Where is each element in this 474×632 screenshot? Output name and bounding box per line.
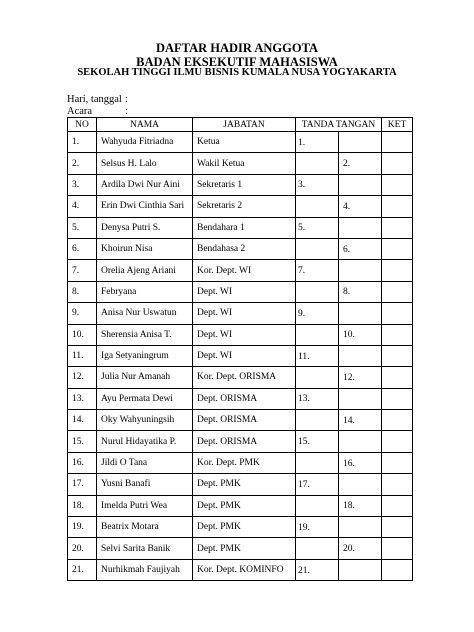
member-name: Nurhikmah Faujiyah (97, 559, 193, 580)
member-position: Dept. PMK (193, 474, 296, 495)
signature-number: 11. (298, 351, 310, 362)
remarks-cell[interactable] (382, 174, 413, 195)
remarks-cell[interactable] (382, 345, 413, 366)
column-header-tanda-tangan: TANDA TANGAN (296, 118, 382, 132)
table-row (68, 281, 413, 302)
signature-cell-right[interactable] (339, 303, 382, 324)
signature-cell-left[interactable] (296, 431, 339, 452)
table-row (68, 260, 413, 281)
member-name: Imelda Putri Wea (97, 495, 193, 516)
remarks-cell[interactable] (382, 217, 413, 238)
member-position: Dept. WI (193, 345, 296, 366)
member-position: Bendahasa 2 (193, 238, 296, 259)
row-number: 5. (68, 217, 97, 238)
signature-cell-right[interactable] (339, 132, 382, 153)
member-name: Anisa Nur Uswatun (97, 303, 193, 324)
table-row (68, 495, 413, 516)
table-row (68, 474, 413, 495)
member-position: Dept. WI (193, 324, 296, 345)
table-row (68, 431, 413, 452)
organization-name: BADAN EKSEKUTIF MAHASISWA (136, 55, 338, 69)
member-position: Wakil Ketua (193, 153, 296, 174)
row-number: 7. (68, 260, 97, 281)
row-number: 20. (68, 538, 97, 559)
table-row (68, 324, 413, 345)
signature-cell-left[interactable] (296, 174, 339, 195)
member-position: Dept. WI (193, 281, 296, 302)
row-number: 14. (68, 410, 97, 431)
table-row (68, 517, 413, 538)
member-name: Orelia Ajeng Ariani (97, 260, 193, 281)
signature-cell-right[interactable] (339, 495, 382, 516)
member-position: Sekretaris 1 (193, 174, 296, 195)
row-number: 11. (68, 345, 97, 366)
date-label: Hari, tanggal (67, 94, 122, 105)
document-title: DAFTAR HADIR ANGGOTA (155, 41, 319, 55)
signature-cell-left[interactable] (296, 474, 339, 495)
row-number: 19. (68, 517, 97, 538)
member-name: Selsus H. Lalo (97, 153, 193, 174)
signature-number: 8. (343, 287, 351, 298)
signature-cell-right[interactable] (339, 538, 382, 559)
signature-cell-left[interactable] (296, 303, 339, 324)
remarks-cell[interactable] (382, 474, 413, 495)
column-header-jabatan: JABATAN (193, 118, 296, 132)
signature-cell-right[interactable] (339, 260, 382, 281)
table-row (68, 153, 413, 174)
row-number: 15. (68, 431, 97, 452)
remarks-cell[interactable] (382, 431, 413, 452)
row-number: 3. (68, 174, 97, 195)
member-position: Dept. ORISMA (193, 410, 296, 431)
remarks-cell[interactable] (382, 303, 413, 324)
member-position: Ketua (193, 132, 296, 153)
table-row (68, 410, 413, 431)
member-name: Febryana (97, 281, 193, 302)
signature-cell-right[interactable] (339, 174, 382, 195)
table-row (68, 132, 413, 153)
signature-number: 20. (343, 544, 355, 555)
member-position: Dept. ORISMA (193, 431, 296, 452)
remarks-cell[interactable] (382, 452, 413, 473)
signature-number: 13. (298, 394, 310, 405)
member-position: Kor. Dept. ORISMA (193, 367, 296, 388)
row-number: 17. (68, 474, 97, 495)
member-name: Denysa Putri S. (97, 217, 193, 238)
signature-cell-left[interactable] (296, 367, 339, 388)
date-colon: : (125, 94, 128, 105)
table-row (68, 367, 413, 388)
signature-cell-right[interactable] (339, 281, 382, 302)
remarks-cell[interactable] (382, 324, 413, 345)
member-name: Erin Dwi Cinthia Sari (97, 196, 193, 217)
signature-cell-right[interactable] (339, 517, 382, 538)
event-line (67, 106, 128, 117)
row-number: 18. (68, 495, 97, 516)
signature-number: 2. (343, 159, 351, 170)
signature-cell-left[interactable] (296, 260, 339, 281)
signature-cell-right[interactable] (339, 153, 382, 174)
signature-cell-left[interactable] (296, 345, 339, 366)
column-header-no: NO (68, 118, 97, 132)
signature-cell-left[interactable] (296, 324, 339, 345)
signature-cell-right[interactable] (339, 452, 382, 473)
member-position: Bendahara 1 (193, 217, 296, 238)
table-row (68, 238, 413, 259)
signature-cell-right[interactable] (339, 431, 382, 452)
member-position: Dept. PMK (193, 495, 296, 516)
remarks-cell[interactable] (382, 388, 413, 409)
attendance-table (67, 117, 413, 581)
row-number: 13. (68, 388, 97, 409)
table-row (68, 538, 413, 559)
member-position: Dept. WI (193, 303, 296, 324)
signature-number: 7. (298, 266, 306, 277)
remarks-cell[interactable] (382, 367, 413, 388)
signature-cell-left[interactable] (296, 281, 339, 302)
signature-cell-left[interactable] (296, 153, 339, 174)
signature-number: 14. (343, 415, 355, 426)
signature-cell-left[interactable] (296, 196, 339, 217)
date-line (67, 94, 128, 105)
member-position: Sekretaris 2 (193, 196, 296, 217)
member-name: Ayu Permata Dewi (97, 388, 193, 409)
signature-number: 16. (343, 458, 355, 469)
remarks-cell[interactable] (382, 238, 413, 259)
signature-number: 5. (298, 223, 306, 234)
member-position: Kor. Dept. WI (193, 260, 296, 281)
member-name: Iga Setyaningrum (97, 345, 193, 366)
signature-cell-right[interactable] (339, 217, 382, 238)
table-row (68, 559, 413, 580)
signature-cell-left[interactable] (296, 388, 339, 409)
remarks-cell[interactable] (382, 260, 413, 281)
row-number: 2. (68, 153, 97, 174)
row-number: 21. (68, 559, 97, 580)
member-name: Khoirun Nisa (97, 238, 193, 259)
remarks-cell[interactable] (382, 281, 413, 302)
row-number: 4. (68, 196, 97, 217)
table-row (68, 303, 413, 324)
signature-cell-left[interactable] (296, 132, 339, 153)
table-row (68, 196, 413, 217)
signature-cell-left[interactable] (296, 517, 339, 538)
signature-cell-left[interactable] (296, 495, 339, 516)
member-name: Ardila Dwi Nur Aini (97, 174, 193, 195)
row-number: 12. (68, 367, 97, 388)
signature-number: 9. (298, 308, 306, 319)
signature-cell-left[interactable] (296, 452, 339, 473)
signature-number: 12. (343, 372, 355, 383)
member-name: Oky Wahyuningsih (97, 410, 193, 431)
member-name: Nurul Hidayatika P. (97, 431, 193, 452)
remarks-cell[interactable] (382, 153, 413, 174)
row-number: 6. (68, 238, 97, 259)
signature-cell-right[interactable] (339, 238, 382, 259)
signature-cell-right[interactable] (339, 474, 382, 495)
signature-cell-left[interactable] (296, 217, 339, 238)
member-name: Jildi O Tana (97, 452, 193, 473)
signature-number: 1. (298, 137, 306, 148)
signature-number: 6. (343, 244, 351, 255)
row-number: 16. (68, 452, 97, 473)
signature-number: 4. (343, 201, 351, 212)
row-number: 9. (68, 303, 97, 324)
table-row (68, 452, 413, 473)
signature-cell-right[interactable] (339, 410, 382, 431)
member-position: Dept. PMK (193, 517, 296, 538)
row-number: 10. (68, 324, 97, 345)
signature-number: 10. (343, 330, 355, 341)
member-name: Wahyuda Fitriadna (97, 132, 193, 153)
member-position: Kor. Dept. PMK (193, 452, 296, 473)
table-header-row (68, 118, 413, 132)
table-row (68, 174, 413, 195)
member-name: Sherensia Anisa T. (97, 324, 193, 345)
member-name: Selvi Sarita Banik (97, 538, 193, 559)
remarks-cell[interactable] (382, 517, 413, 538)
signature-cell-left[interactable] (296, 559, 339, 580)
signature-cell-right[interactable] (339, 559, 382, 580)
signature-number: 15. (298, 437, 310, 448)
remarks-cell[interactable] (382, 559, 413, 580)
member-position: Kor. Dept. KOMINFO (193, 559, 296, 580)
event-label: Acara (67, 106, 93, 117)
member-name: Julia Nur Amanah (97, 367, 193, 388)
member-position: Dept. PMK (193, 538, 296, 559)
table-row (68, 388, 413, 409)
signature-cell-left[interactable] (296, 538, 339, 559)
signature-number: 17. (298, 479, 310, 490)
column-header-ket: KET (382, 118, 413, 132)
remarks-cell[interactable] (382, 196, 413, 217)
signature-cell-right[interactable] (339, 345, 382, 366)
signature-cell-left[interactable] (296, 238, 339, 259)
remarks-cell[interactable] (382, 538, 413, 559)
row-number: 8. (68, 281, 97, 302)
table-row (68, 217, 413, 238)
signature-number: 3. (298, 180, 306, 191)
signature-cell-right[interactable] (339, 367, 382, 388)
table-row (68, 345, 413, 366)
member-name: Beatrix Motara (97, 517, 193, 538)
signature-number: 18. (343, 501, 355, 512)
member-position: Dept. ORISMA (193, 388, 296, 409)
member-name: Yusni Banafi (97, 474, 193, 495)
signature-number: 19. (298, 522, 310, 533)
signature-number: 21. (298, 565, 310, 576)
remarks-cell[interactable] (382, 132, 413, 153)
remarks-cell[interactable] (382, 410, 413, 431)
signature-cell-left[interactable] (296, 410, 339, 431)
institution-name: SEKOLAH TINGGI ILMU BISNIS KUMALA NUSA YOGYAKARTA (77, 67, 397, 78)
remarks-cell[interactable] (382, 495, 413, 516)
signature-cell-right[interactable] (339, 388, 382, 409)
signature-cell-right[interactable] (339, 196, 382, 217)
row-number: 1. (68, 132, 97, 153)
column-header-nama: NAMA (97, 118, 193, 132)
signature-cell-right[interactable] (339, 324, 382, 345)
event-colon: : (125, 106, 128, 117)
